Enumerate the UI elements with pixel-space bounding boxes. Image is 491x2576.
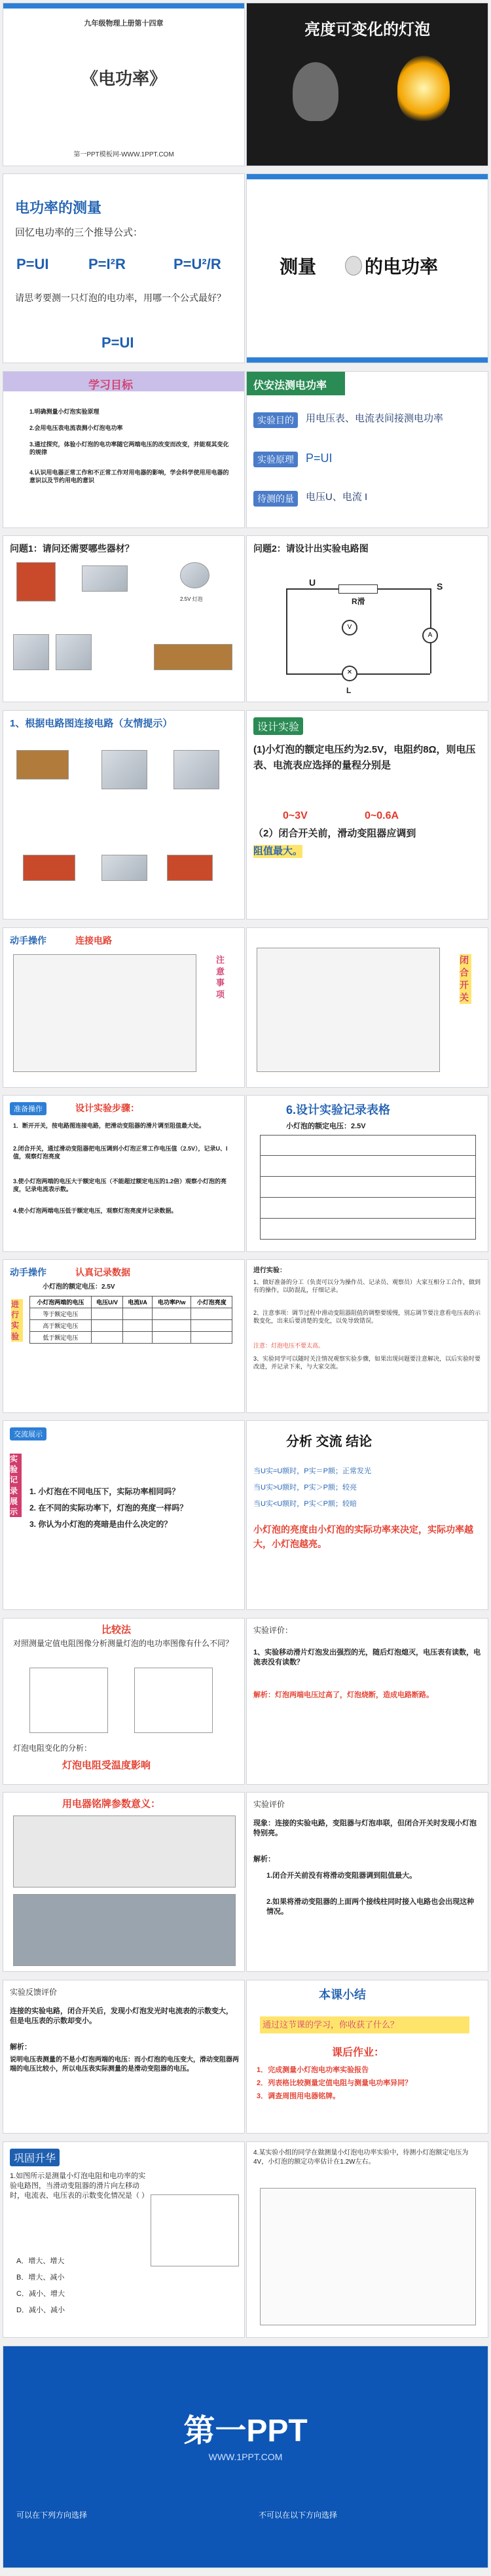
slide-circuit-design[interactable] xyxy=(246,535,488,702)
feedback-p: 连接的实验电路，闭合开关后，发现小灯泡发光时电流表的示数变大，但是电压表的示数却变小。 xyxy=(10,2007,233,2025)
hands-on-a: 动手操作 xyxy=(10,935,46,946)
cover-footer: 第一PPT模板网-WWW.1PPT.COM xyxy=(73,151,174,158)
col-voltage-cond: 小灯泡两端的电压 xyxy=(30,1297,92,1308)
bulb-caption: 2.5V 灯泡 xyxy=(180,596,203,602)
evaluation-answer: 解析：灯泡两端电压过高了，灯泡烧断，造成电路断路。 xyxy=(253,1691,433,1699)
slide-feedback[interactable] xyxy=(3,1980,245,2134)
eval2-a1: 1.闭合开关前没有将滑动变阻器调到阻值最大。 xyxy=(266,1872,417,1880)
rheostat-photo xyxy=(154,644,232,670)
formulas-question: 请思考要测一只灯泡的电功率，用哪一个公式最好？ xyxy=(15,293,226,303)
objective-4: 4.认识用电器正常工作和不正常工作对用电器的影响，学会科学使用用电器的意识以及节约用电的意识 xyxy=(29,469,229,484)
summary-hw2: 2．列表格比较测量定值电阻与测量电功率异同？ xyxy=(257,2079,412,2087)
formulas-title: 电功率的测量 xyxy=(15,200,102,216)
formulas-intro: 回忆电功率的三个推导公式： xyxy=(15,227,143,238)
summary-hw1: 1．完成测量小灯泡电功率实验报告 xyxy=(257,2066,369,2074)
bulb-title: 亮度可变化的灯泡 xyxy=(304,21,430,39)
summary-hw3: 3．调查周围用电器铭牌。 xyxy=(257,2092,340,2100)
eval2-p: 现象：连接的实验电路，变阻器与灯泡串联，但闭合开关时发现小灯泡特别亮。 xyxy=(253,1819,477,1837)
design-range-1: 0~3V xyxy=(283,810,308,821)
slide-end[interactable] xyxy=(3,2346,488,2568)
design-range-2: 0~0.6A xyxy=(365,810,399,821)
col-power: 电功率P/w xyxy=(152,1297,191,1308)
prepare-b: 设计实验步骤： xyxy=(75,1103,139,1113)
record-rated: 小灯泡的额定电压：2.5V xyxy=(43,1283,115,1291)
design-max: 阻值最大。 xyxy=(253,845,302,858)
equipment-photo-6 xyxy=(167,855,213,881)
slide-hands-on-connect[interactable] xyxy=(3,927,245,1088)
exchange-q3: 3. 你认为小灯泡的亮暗是由什么决定的？ xyxy=(29,1520,172,1529)
row-label: 等于额定电压 xyxy=(30,1308,92,1320)
conclusion-l2: 当U实>U额时，P实＞P额；较亮 xyxy=(253,1484,357,1492)
exchange-q1: 1. 小灯泡在不同电压下，实际功率相同吗？ xyxy=(29,1487,180,1496)
conduct-1: 1、做好准备的分工（负责可以分为操作员、记录员、观察员）大家互相分工合作，做到有的操作，以防混乱，仔细记录。 xyxy=(253,1279,481,1294)
va-label-3: 待测的量 xyxy=(253,491,298,507)
nameplate-photo-1 xyxy=(13,1816,236,1887)
formula-1: P=UI xyxy=(16,256,49,272)
col-brightness: 小灯泡亮度 xyxy=(191,1297,232,1308)
slide-table-design[interactable] xyxy=(246,1095,488,1252)
lamp-symbol: ✕ xyxy=(342,666,357,681)
slide-volt-ampere[interactable] xyxy=(246,371,488,528)
end-brand: 第一PPT xyxy=(183,2414,308,2448)
objective-2: 2.会用电压表电流表测小灯泡电功率 xyxy=(29,425,123,431)
slide-consolidate[interactable] xyxy=(3,2141,245,2338)
compare-caption: 灯泡电阻变化的分析： xyxy=(13,1744,92,1753)
label-r: R滑 xyxy=(352,597,365,606)
objective-1: 1.明确测量小灯泡实验原理 xyxy=(29,408,100,415)
conduct-4: 3、实验同学可以随时关注情况观察实验步骤，如果出现问题要注意解决，以后实验时要改进，并记录下来，与大家交流。 xyxy=(253,1355,481,1370)
exchange-q2: 2. 在不同的实际功率下，灯泡的亮度一样吗？ xyxy=(29,1503,188,1512)
label-s: S xyxy=(437,581,443,592)
step-3: 3.使小灯泡两端的电压大于额定电压（不能超过额定电压的1.2倍）观察小灯泡的亮度，记录电流表示数。 xyxy=(13,1178,227,1193)
circuit-design-title: 问题2：请设计出实验电路图 xyxy=(253,543,369,554)
consolidate-p: 1.如图所示是测量小灯泡电阻和电功率的实验电路图，当滑动变阻器的滑片向左移动时，电流表、电压表的示数变化情况是（ ） xyxy=(10,2172,149,2200)
slide-objectives[interactable] xyxy=(3,371,245,528)
table-rated: 小灯泡的额定电压：2.5V xyxy=(286,1122,366,1130)
voltmeter-symbol: V xyxy=(342,620,357,635)
graph-lamp xyxy=(134,1668,213,1733)
conduct-title: 进行实验： xyxy=(253,1267,286,1274)
conduct-3: 注意：灯泡电压不要太高。 xyxy=(253,1342,325,1349)
va-value-2: P=UI xyxy=(306,452,333,465)
option-a[interactable]: A．增大、增大 xyxy=(16,2257,65,2265)
equipment-photo-4 xyxy=(23,855,75,881)
conclusion-l3: 当U实<U额时，P实＜P额；较暗 xyxy=(253,1500,357,1508)
eval2-a2: 2.如果将滑动变阻器的上面两个接线柱同时接入电路也会出现这种情况。 xyxy=(266,1898,475,1916)
va-label-1: 实验目的 xyxy=(253,412,298,428)
va-title: 伏安法测电功率 xyxy=(253,380,327,391)
bulb-photo xyxy=(180,562,209,588)
conclusion-title: 分析 交流 结论 xyxy=(286,1435,373,1449)
conclusion-text: 小灯泡的亮度由小灯泡的实际功率来决定，实际功率越大，小灯泡越亮。 xyxy=(253,1524,473,1550)
graph-resistor xyxy=(29,1668,108,1733)
summary-hw: 课后作业： xyxy=(332,2047,385,2058)
ammeter-symbol: A xyxy=(422,628,438,643)
measure-title-2: 的电功率 xyxy=(365,257,439,277)
empty-table xyxy=(260,1135,476,1240)
bright-bulb-icon xyxy=(397,56,450,121)
label-l: L xyxy=(346,686,352,695)
design-p2: （2）闭合开关前，滑动变阻器应调到 xyxy=(253,828,416,839)
equipment-photo-1 xyxy=(16,750,69,779)
va-value-1: 用电压表、电流表间接测电功率 xyxy=(306,413,444,424)
end-site: WWW.1PPT.COM xyxy=(208,2452,283,2462)
slide-conduct[interactable] xyxy=(246,1259,488,1413)
slide-question-4[interactable] xyxy=(246,2141,488,2338)
slide-summary[interactable] xyxy=(246,1980,488,2134)
option-c[interactable]: C．减小、增大 xyxy=(16,2290,65,2298)
exchange-side: 实验记录展示 xyxy=(10,1454,22,1517)
exchange-a: 交流展示 xyxy=(10,1427,46,1440)
course-label: 九年级物理上册第十四章 xyxy=(84,20,164,27)
measure-title-1: 测量 xyxy=(280,257,317,277)
va-label-2: 实验原理 xyxy=(253,452,298,467)
step-2: 2.闭合开关，通过滑动变阻器把电压调到小灯泡正常工作电压值（2.5V），记录U、I值，观察灯泡亮度 xyxy=(13,1145,228,1160)
record-b: 认真记录数据 xyxy=(75,1267,130,1278)
equipment-photo-3 xyxy=(173,750,219,789)
question-4-figure xyxy=(260,2188,476,2325)
consolidate-circuit xyxy=(151,2194,239,2266)
col-current: 电流I/A xyxy=(123,1297,153,1308)
row-label: 高于额定电压 xyxy=(30,1320,92,1332)
formula-3: P=U²/R xyxy=(173,256,221,272)
voltmeter-photo xyxy=(13,634,49,670)
step-4: 4.使小灯泡两端电压低于额定电压，观察灯泡亮度并记录数据。 xyxy=(13,1208,177,1214)
eval2-a: 解析： xyxy=(253,1855,275,1863)
record-a: 动手操作 xyxy=(10,1267,46,1278)
compare-q: 对照测量定值电阻图像分析测量灯泡的电功率图像有什么不同？ xyxy=(13,1639,234,1648)
closed-note: 闭合开关 xyxy=(460,954,471,1004)
circuit-photo xyxy=(13,954,196,1072)
option-d[interactable]: D．减小、减小 xyxy=(16,2306,65,2314)
objectives-title: 学习目标 xyxy=(88,379,133,391)
col-voltage: 电压U/V xyxy=(91,1297,123,1308)
dim-bulb-icon xyxy=(293,62,338,121)
conclusion-l1: 当U实=U额时，P实＝P额；正常发光 xyxy=(253,1467,371,1475)
slide-compare[interactable] xyxy=(3,1618,245,1785)
prepare-a: 准备操作 xyxy=(10,1102,46,1115)
va-value-3: 电压U、电流 I xyxy=(306,492,368,503)
ammeter-photo xyxy=(56,634,92,670)
evaluation-title: 实验评价： xyxy=(253,1626,293,1635)
connect-title: 1、根据电路图连接电路（友情提示） xyxy=(10,718,173,729)
summary-q: 通过这节课的学习，你收获了什么？ xyxy=(260,2016,469,2033)
option-b[interactable]: B．增大、减小 xyxy=(16,2274,65,2281)
record-table xyxy=(29,1296,232,1344)
slide-design-experiment[interactable] xyxy=(246,710,488,920)
slide-prepare[interactable] xyxy=(3,1095,245,1252)
slide-equipment[interactable] xyxy=(3,535,245,702)
end-right: 不可以在以下方向选择 xyxy=(259,2511,338,2520)
slide-formulas[interactable] xyxy=(3,173,245,363)
slide-measure-title[interactable] xyxy=(246,173,488,363)
small-bulb-icon xyxy=(345,256,362,276)
compare-answer: 灯泡电阻受温度影响 xyxy=(62,1760,151,1771)
formula-2: P=I²R xyxy=(88,256,126,272)
label-u: U xyxy=(309,577,316,588)
cover-title: 《电功率》 xyxy=(81,69,166,88)
summary-title: 本课小结 xyxy=(319,1988,366,2001)
eval2-title: 实验评价 xyxy=(253,1800,285,1809)
equipment-photo-5 xyxy=(101,855,147,881)
battery-photo xyxy=(16,562,56,601)
conduct-2: 2、注意事项：调节过程中滑动变阻器阻值的调整要缓慢，别忘调节要注意看电压表的示数变化，出来后要清楚的变化，以免导致错误。 xyxy=(253,1310,481,1325)
slide-closed-circuit[interactable] xyxy=(246,927,488,1088)
row-label: 低于额定电压 xyxy=(30,1332,92,1344)
question-4: 4.某实验小组的同学在做测量小灯泡电功率实验中，待测小灯泡额定电压为4V，小灯泡的额定功率估计在1.2W左右。 xyxy=(253,2149,469,2166)
hands-on-note: 注意事项 xyxy=(216,955,225,999)
nameplate-photo-2 xyxy=(13,1894,236,1966)
equipment-title: 问题1：请问还需要哪些器材？ xyxy=(10,543,134,554)
nameplate-title: 用电器铭牌参数意义： xyxy=(62,1798,161,1810)
circuit-photo-2 xyxy=(257,948,440,1072)
compare-title: 比较法 xyxy=(101,1624,132,1636)
table-title: 6.设计实验记录表格 xyxy=(286,1103,391,1117)
design-p1: (1)小灯泡的额定电压约为2.5V，电阻约8Ω，则电压表、电流表应选择的量程分别是 xyxy=(253,744,476,771)
slide-evaluation[interactable] xyxy=(246,1618,488,1785)
feedback-title: 实验反馈评价 xyxy=(10,1988,58,1997)
design-title: 设计实验 xyxy=(253,717,303,735)
record-side: 进行实验 xyxy=(11,1299,23,1342)
slide-bulb[interactable] xyxy=(246,3,488,166)
evaluation-q: 1、实验移动滑片灯泡发出强烈的光，随后灯泡熄灭，电压表有读数，电流表没有读数？ xyxy=(253,1649,481,1666)
step-1: 1．断开开关，按电路图连接电路，把滑动变阻器的滑片调至阻值最大处。 xyxy=(13,1122,206,1129)
rheostat-symbol xyxy=(338,584,378,594)
slide-cover[interactable] xyxy=(3,3,245,166)
slide-nameplate[interactable] xyxy=(3,1792,245,1972)
formulas-answer: P=UI xyxy=(101,334,134,351)
consolidate-title: 巩固升华 xyxy=(10,2149,60,2166)
slide-record-data[interactable] xyxy=(3,1259,245,1413)
feedback-a: 解析： xyxy=(10,2043,31,2051)
feedback-ans: 说明电压表测量的不是小灯泡两端的电压：而小灯泡的电压变大，滑动变阻器两端的电压比较小，所以电压表实际测量的是滑动变阻器的电压。 xyxy=(10,2056,239,2073)
switch-photo xyxy=(82,565,128,592)
slide-evaluation-2[interactable] xyxy=(246,1792,488,1972)
objective-3: 3.通过探究，体验小灯泡的电功率随它两端电压的改变而改变，并能观其变化的规律 xyxy=(29,441,229,456)
slide-conclusion[interactable] xyxy=(246,1420,488,1610)
slide-connect-circuit[interactable] xyxy=(3,710,245,920)
end-left: 可以在下列方向选择 xyxy=(16,2511,88,2520)
equipment-photo-2 xyxy=(101,750,147,789)
slide-exchange[interactable] xyxy=(3,1420,245,1610)
hands-on-b: 连接电路 xyxy=(75,935,112,946)
